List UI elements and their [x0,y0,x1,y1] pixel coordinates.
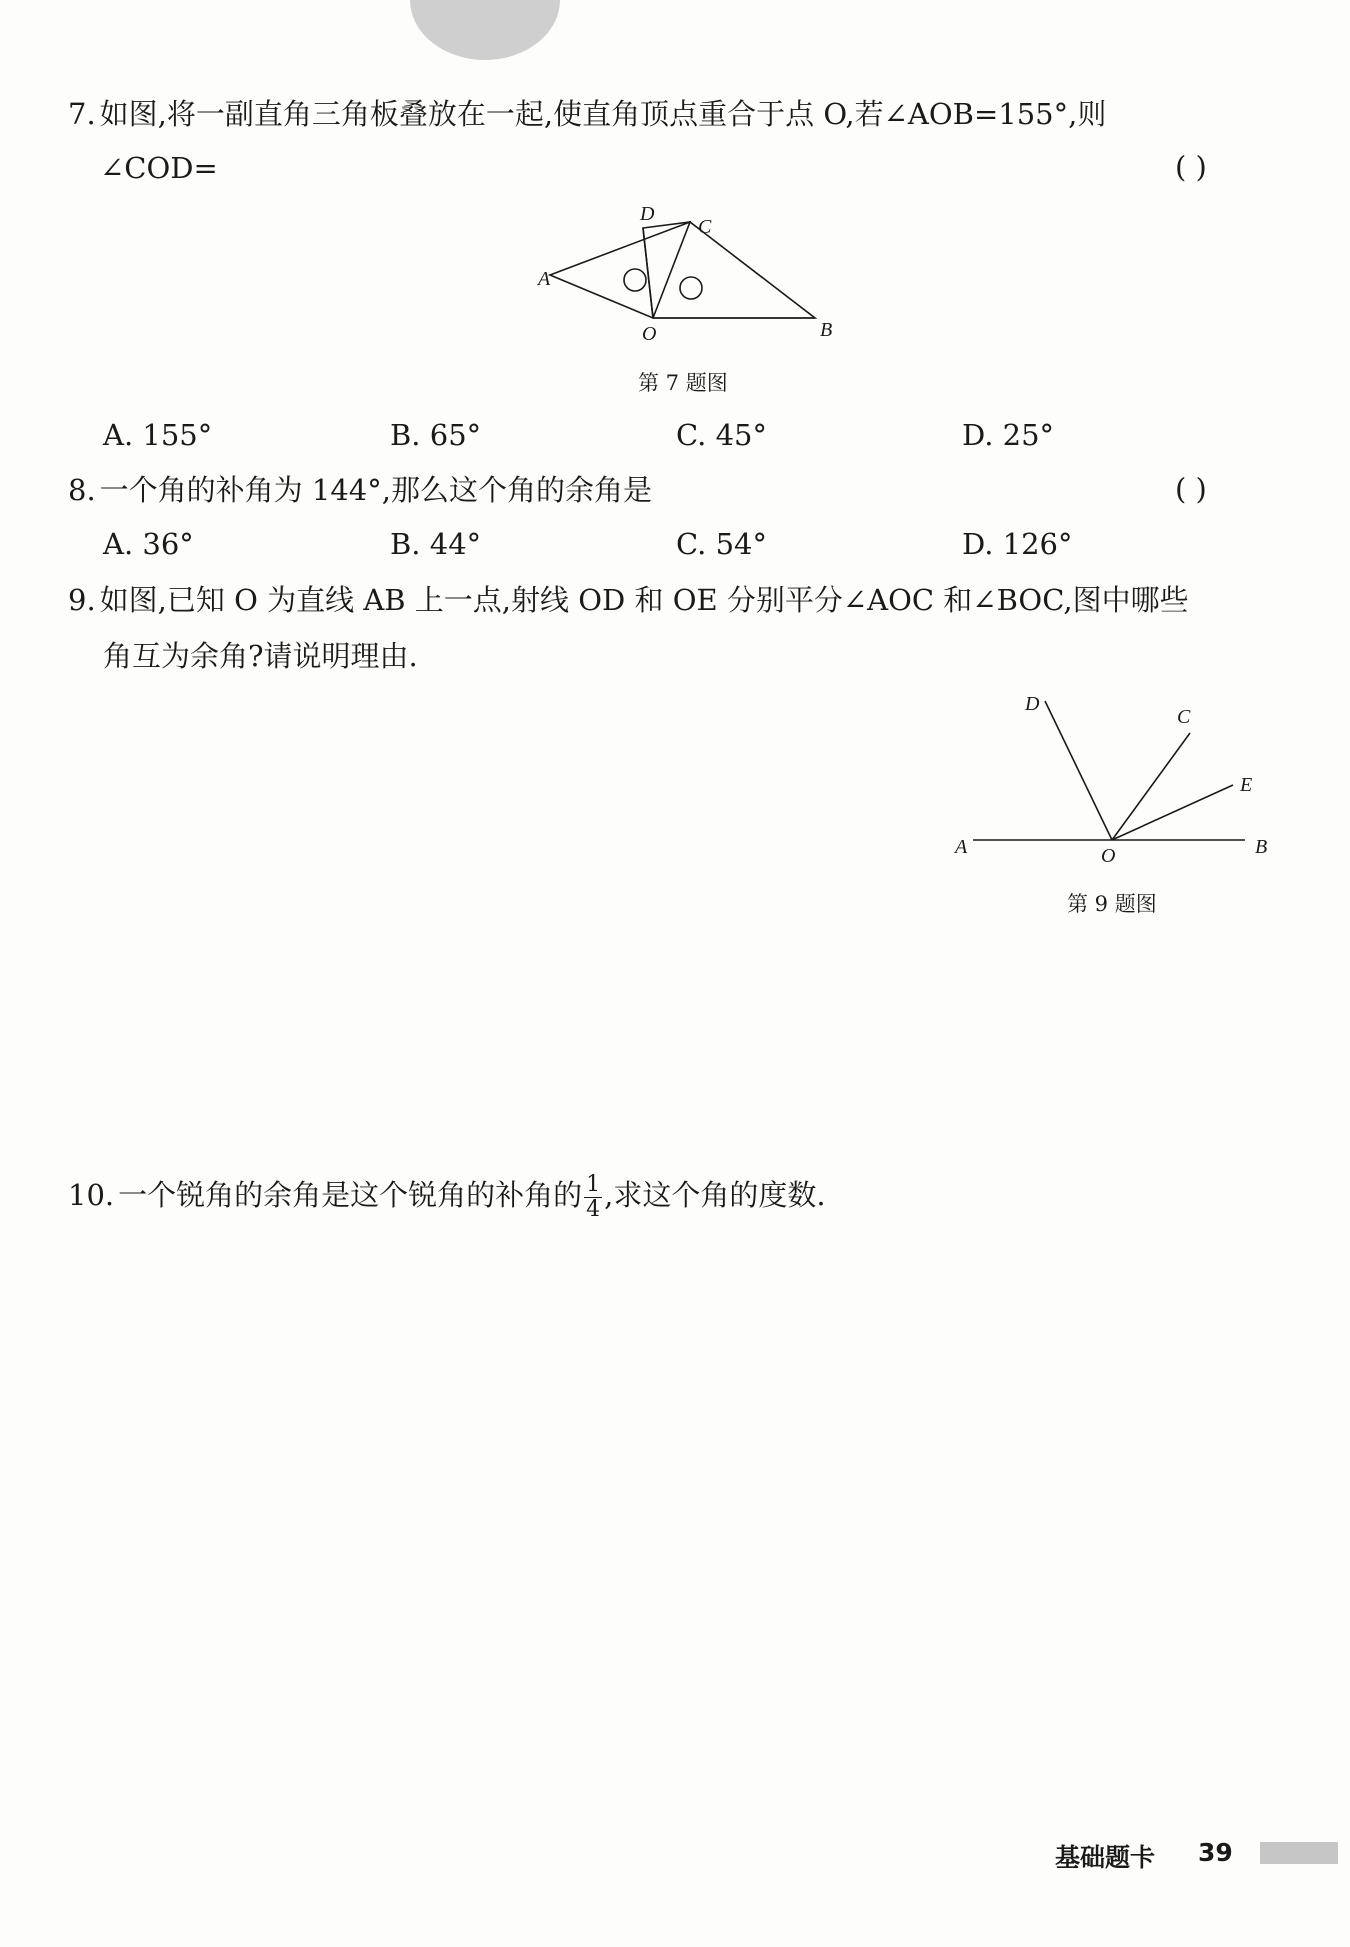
q9-caption: 第 9 题图 [1067,892,1157,916]
q8-stem: 一个角的补角为 144°,那么这个角的余角是 [99,473,652,507]
q9-text-line2: 角互为余角?请说明理由. [103,639,418,673]
q7-caption: 第 7 题图 [638,371,728,395]
q7-label-o: O [642,323,657,345]
q8-number: 8. [68,473,96,507]
q7-text-line1 [68,94,1106,134]
q10-stem-before: 一个锐角的余角是这个锐角的补角的 [118,1178,583,1212]
q9-label-c: C [1177,706,1191,728]
q9-number: 9. [68,583,96,617]
q7-option-c: C. 45° [676,418,767,452]
q7-label-a: A [538,268,551,290]
q7-stem: 如图,将一副直角三角板叠放在一起,使直角顶点重合于点 O,若∠AOB=155°,则 [99,97,1107,131]
q7-label-b: B [820,319,833,341]
q7-text-line2: ∠COD= [100,151,218,185]
q9-label-d: D [1025,693,1040,715]
q8-option-d: D. 126° [962,527,1073,561]
q9-figure [945,685,1275,865]
q10-fraction [584,1173,602,1222]
q9-label-b: B [1255,836,1268,858]
q7-label-c: C [698,216,712,238]
footer-bar [1260,1842,1338,1864]
q9-label-e: E [1240,774,1253,796]
q9-stem: 如图,已知 O 为直线 AB 上一点,射线 OD 和 OE 分别平分∠AOC 和∠BOC,图中哪些 [99,583,1189,617]
q8-option-a: A. 36° [103,527,194,561]
q8-option-b: B. 44° [390,527,482,561]
q8-option-c: C. 54° [676,527,767,561]
q7-option-d: D. 25° [962,418,1055,452]
q9-label-o: O [1101,845,1116,865]
q10-stem-after: ,求这个角的度数. [604,1178,826,1212]
q10-fraction-denominator: 4 [586,1196,601,1222]
q7-label-d: D [640,203,655,225]
q7-figure [520,200,840,350]
q7-option-b: B. 65° [390,418,482,452]
q9-label-a: A [955,836,968,858]
q10-number: 10. [68,1178,115,1212]
q10-fraction-numerator: 1 [586,1171,601,1197]
q7-number: 7. [68,97,96,131]
q8-text [68,470,652,510]
q10-text [68,1165,826,1225]
footer-section-title: 基础题卡 [1055,1843,1156,1872]
page-number: 39 [1198,1838,1233,1867]
q7-answer-paren: ( ) [1175,150,1207,184]
q7-option-a: A. 155° [103,418,213,452]
q8-answer-paren: ( ) [1175,472,1207,506]
q9-text-line1 [68,580,1189,620]
top-page-tab [410,0,560,60]
